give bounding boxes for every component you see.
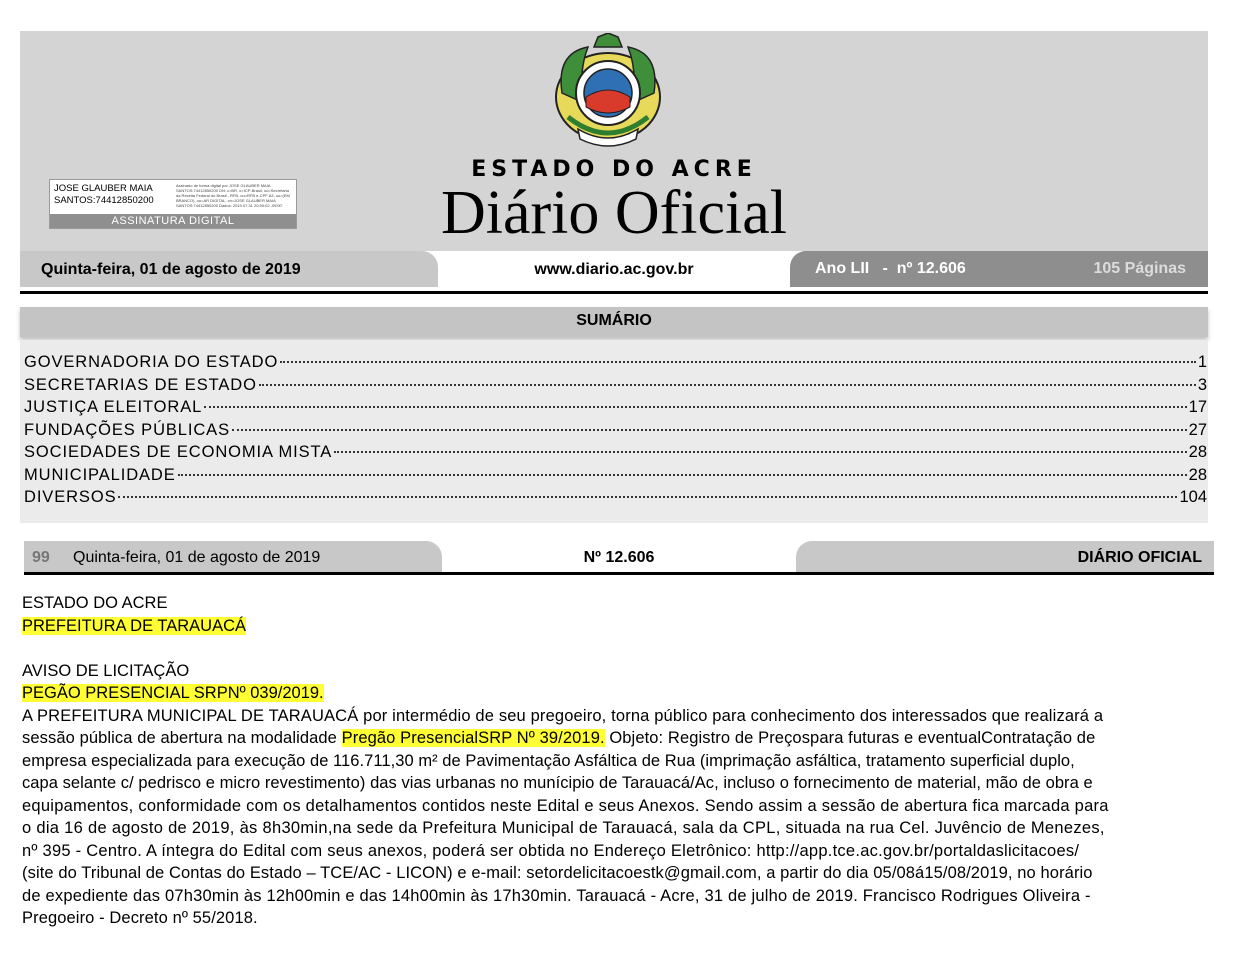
toc-item[interactable]: SECRETARIAS DE ESTADO 3 <box>24 375 1207 394</box>
toc-leader <box>118 496 1177 498</box>
paragraph-line: Pregoeiro - Decreto nº 55/2018. <box>22 909 258 927</box>
coat-of-arms-icon <box>548 33 668 151</box>
toc-leader <box>232 429 1187 431</box>
paragraph-line: empresa especializada para execução de 116.711,30 m² de Pavimentação Asfáltica de Rua (imprimação asfáltica, tratamento superficial duplo, <box>22 751 1075 770</box>
page-journal-name: DIÁRIO OFICIAL <box>1077 549 1202 566</box>
paragraph-line: equipamentos, conformidade com os detalhamentos contidos neste Edital e seus Anexos. Sendo assim a sessão de abertura fica marcada para <box>22 796 1109 815</box>
toc-item[interactable]: GOVERNADORIA DO ESTADO 1 <box>24 353 1207 371</box>
issue-date: Quinta-feira, 01 de agosto de 2019 <box>41 261 301 278</box>
page-count: 105 Páginas <box>1093 260 1186 277</box>
masthead <box>20 31 1208 253</box>
notice-prefeitura: PREFEITURA DE TARAUACÁ <box>22 616 247 635</box>
toc-leader <box>334 451 1186 453</box>
paragraph-line: capa selante c/ pedrisco e micro revestimento) das vias urbanas no munícipio de Tarauacá/Ac, incluso o fornecimento de material, mão de obra e <box>22 774 1093 792</box>
notice-heading: AVISO DE LICITAÇÃO <box>22 661 190 680</box>
pregao-highlight: Pregão PresencialSRP Nº 39/2019. <box>341 729 605 747</box>
notice-content <box>22 592 1211 930</box>
page-number: 99 <box>32 549 50 566</box>
summary-section <box>20 340 1208 523</box>
page-issue-number: Nº 12.606 <box>583 549 655 566</box>
toc-leader <box>280 361 1196 363</box>
signature-name: JOSE GLAUBER MAIA SANTOS:74412850200 <box>54 183 154 206</box>
toc-leader <box>178 474 1187 476</box>
journal-title: Diário Oficial <box>440 179 788 247</box>
spacer <box>22 637 1211 660</box>
paragraph-line: A PREFEITURA MUNICIPAL DE TARAUACÁ por intermédio de seu pregoeiro, torna público para conhecimento dos interessados que realizará a <box>22 706 1104 725</box>
toc-item[interactable]: DIVERSOS 104 <box>24 488 1207 506</box>
signature-label: ASSINATURA DIGITAL <box>50 214 296 228</box>
notice-state: ESTADO DO ACRE <box>22 594 168 612</box>
header-info-bar <box>20 251 1208 294</box>
table-of-contents <box>24 353 1207 511</box>
notice-paragraph <box>22 705 1211 930</box>
website-link[interactable]: www.diario.ac.gov.br <box>534 261 694 278</box>
toc-item[interactable]: SOCIEDADES DE ECONOMIA MISTA 28 <box>24 443 1207 461</box>
toc-item[interactable]: FUNDAÇÕES PÚBLICAS 27 <box>24 420 1207 439</box>
paragraph-line: de expediente das 07h30min às 12h00min e das 14h00min às 17h30min. Tarauacá - Acre, 31 de julho de 2019. Francisco Rodrigues Oliveira - <box>22 886 1091 905</box>
issue-number: Ano LII - nº 12.606 <box>815 260 966 277</box>
notice-pregao: PEGÃO PRESENCIAL SRPNº 039/2019. <box>22 684 324 702</box>
paragraph-line: (site do Tribunal de Contas do Estado – TCE/AC - LICON) e e-mail: setordelicitacoestk@gmail.com, a partir do dia 05/08á15/08/2019, no horário <box>22 864 1093 882</box>
page-header-bar <box>24 541 1214 575</box>
toc-leader <box>204 406 1186 408</box>
paragraph-line: o dia 16 de agosto de 2019, às 8h30min,na sede da Prefeitura Municipal de Tarauacá, sala da CPL, situada na rua Cel. Juvêncio de Menezes, <box>22 819 1105 837</box>
digital-signature-stamp <box>49 179 297 229</box>
toc-leader <box>259 384 1196 386</box>
page-date: Quinta-feira, 01 de agosto de 2019 <box>73 549 321 566</box>
paragraph-line: sessão pública de abertura na modalidade Pregão PresencialSRP Nº 39/2019. Objeto: Registro de Preçospara futuras e eventualContratação de <box>22 729 1096 747</box>
toc-item[interactable]: MUNICIPALIDADE 28 <box>24 465 1207 484</box>
summary-title: SUMÁRIO <box>20 307 1208 337</box>
toc-item[interactable]: JUSTIÇA ELEITORAL 17 <box>24 398 1207 416</box>
state-title: ESTADO DO ACRE <box>471 157 757 182</box>
paragraph-line: nº 395 - Centro. A íntegra do Edital com seus anexos, poderá ser obtida no Endereço Eletrônico: http://app.tce.ac.gov.br/portaldaslicitacoes/ <box>22 841 1080 860</box>
signature-details: Assinado de forma digital por JOSE GLAUBER MAIA SANTOS:74412850200 DN: c=BR, o=ICP-Brasil, ou=Secretaria da Receita Federal do Brasil - RFB, ou=RFB e-CPF A3, ou=(EM BRANCO), ou=AR DIGITAL, cn=JOSE GLAUBER MAIA SANTOS:74412850200 Dados: 2019.07.31 20:59:02 -05'00' <box>176 183 290 208</box>
